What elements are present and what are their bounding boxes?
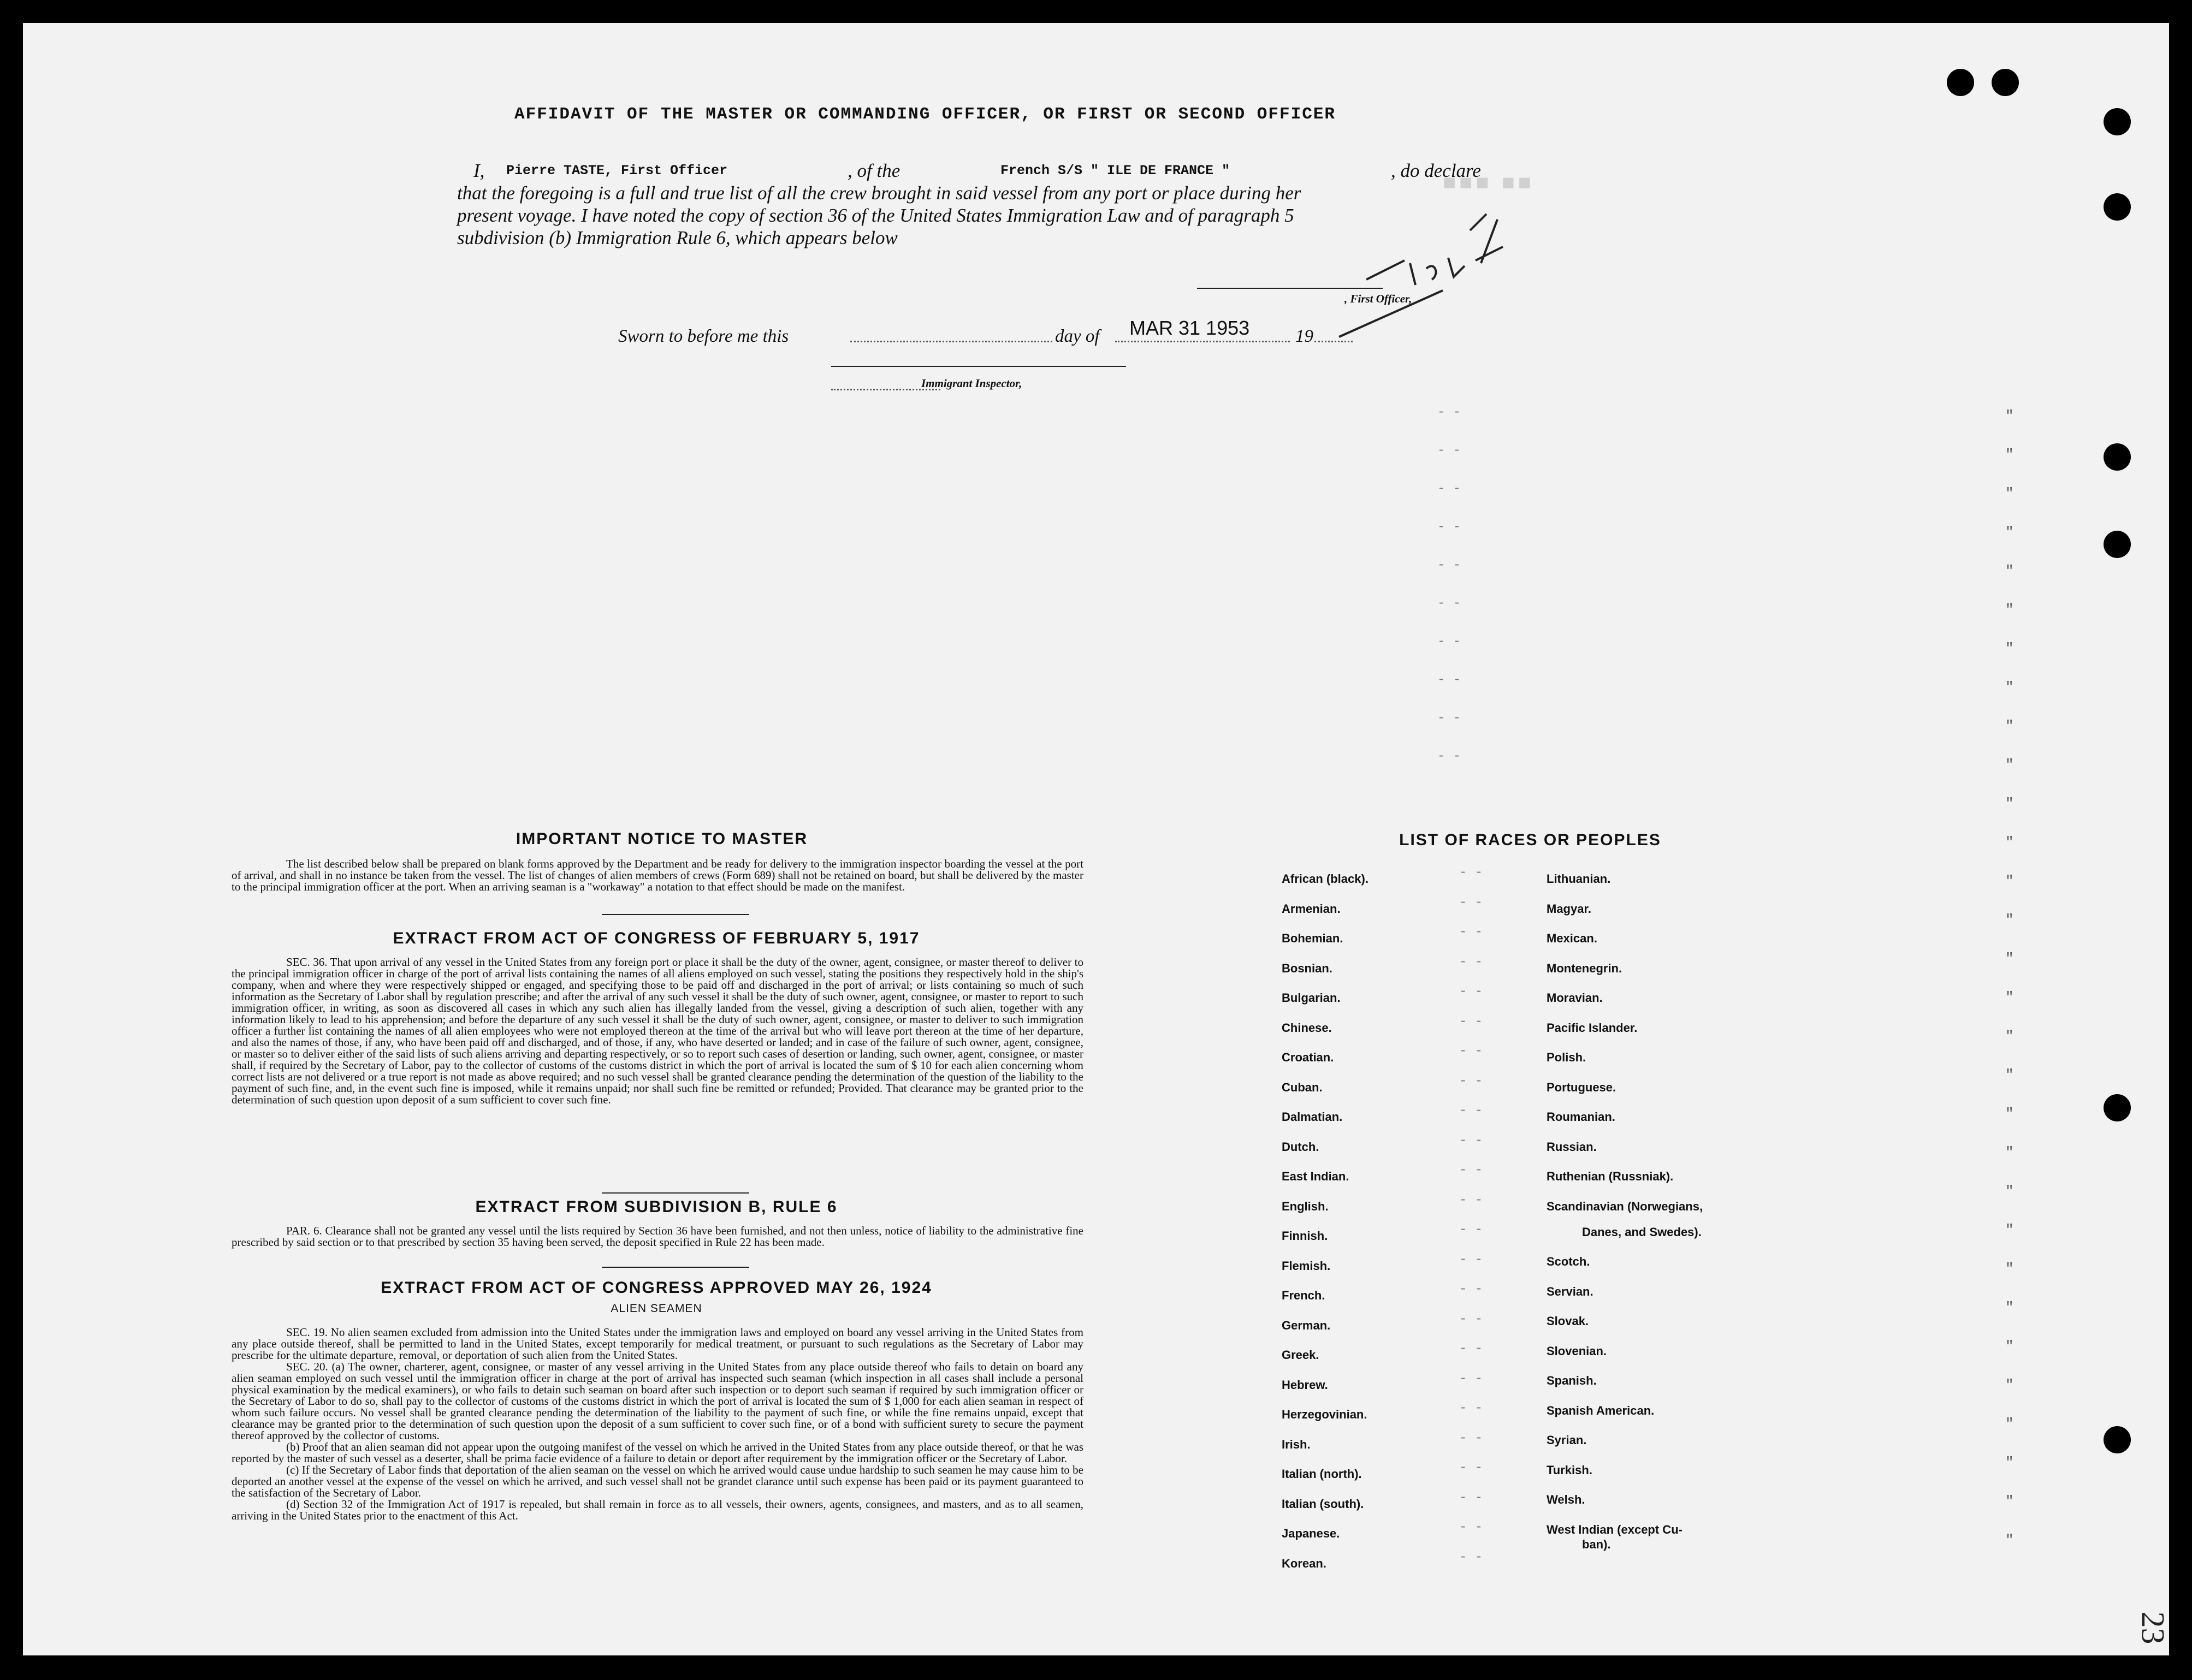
row-dash-mark: - - xyxy=(1437,596,1461,611)
divider xyxy=(602,1192,749,1194)
rule6-body: PAR. 6. Clearance shall not be granted any vessel until the lists required by Section 36 have been furnished, and not then unless, notice of liability to the administrative fine prescribed by said section or to that prescribed by section 35 having been served, the deposit specified in Rule 22 has been made. xyxy=(232,1224,1083,1249)
race-item-left: East Indian. xyxy=(1282,1170,1349,1183)
race-item-right: Turkish. xyxy=(1547,1463,1592,1477)
race-dash-mark: - - xyxy=(1459,1311,1483,1327)
race-item-left: Hebrew. xyxy=(1282,1378,1328,1392)
ditto-mark: " xyxy=(2005,1028,2014,1044)
ditto-mark: " xyxy=(2005,757,2014,773)
race-item-left: Greek. xyxy=(1282,1348,1319,1362)
row-dash-mark: - - xyxy=(1437,520,1461,535)
punch-hole xyxy=(1992,69,2019,96)
ditto-mark: " xyxy=(2005,1416,2014,1432)
signature-scrawl xyxy=(1323,209,1552,351)
ditto-mark: " xyxy=(2005,1455,2014,1471)
divider xyxy=(602,914,749,915)
ditto-mark: " xyxy=(2005,796,2014,812)
extract-1917-body: SEC. 36. That upon arrival of any vessel in the United States from any foreign port or place it shall be the duty of the owner, agent, consignee, or master thereof to deliver to the principal immigration officer in charge of the port of arrival lists containing the names of all aliens employed on such vessel, stating the positions they respectively hold in the ship's company, when and where they were respectively shipped or engaged, and specifying those to be paid off and discharged in the port of arrival; or lists containing so much of such information as the Secretary of Labor shall by regulation prescribe; and after the arrival of any such vessel it shall be the duty of such owner, agent, consignee, or master to report to such immigration officer, in writing, as soon as discovered all cases in which any such alien has illegally landed from the vessel, giving a description of such alien, together with any information likely to lead to his apprehension; and before the departure of any such vessel it shall be the duty of such owner, agent, consignee, or master to deliver to such immigration officer a further list containing the names of all alien employees who were not employed thereon at the time of the arrival but who will leave port thereon at the time of her departure, and also the names of those, if any, who have been paid off and discharged, and of those, if any, who have deserted or landed; and in case of the failure of such owner, agent, consignee, or master so to deliver either of the said lists of such aliens arriving and departing respectively, or so to report such cases of desertion or landing, such owner, agent, consignee, or master shall, if required by the Secretary of Labor, pay to the collector of customs of the customs district in which the port of arrival is located the sum of $ 10 for each alien concerning whom correct lists are not delivered or a true report is not made as above required; and no such vessel shall be granted clearance pending the determination of the question of the liability to the payment of such fine, and, in the event such fine is imposed, while it remains unpaid; nor shall such fine be remitted or refunded; Provided. That clearance may be granted prior to the determination of such question upon deposit of a sum sufficient to cover such fine. xyxy=(232,955,1083,1106)
race-item-right: Spanish American. xyxy=(1547,1403,1655,1417)
race-dash-mark: - - xyxy=(1459,1044,1483,1059)
race-item-right: Lithuanian. xyxy=(1547,872,1611,886)
decl-line3: present voyage. I have noted the copy of section 36 of the United States Immigration Law and of paragraph 5 xyxy=(457,205,1294,226)
race-item-left: Herzegovinian. xyxy=(1282,1408,1367,1421)
race-dash-mark: - - xyxy=(1459,895,1483,910)
ditto-mark: " xyxy=(2005,1338,2014,1355)
race-item-left: Armenian. xyxy=(1282,901,1341,916)
race-item-left: Cuban. xyxy=(1282,1080,1323,1094)
race-dash-mark: - - xyxy=(1459,1401,1483,1416)
decl-vessel: French S/S " ILE DE FRANCE " xyxy=(1000,163,1230,179)
punch-hole xyxy=(1947,69,1974,96)
ditto-mark: " xyxy=(2005,1222,2014,1238)
inspector-caption: Immigrant Inspector, xyxy=(921,377,1022,390)
race-dash-mark: - - xyxy=(1459,1073,1483,1089)
race-item-left: Croatian. xyxy=(1282,1050,1334,1064)
race-item-left: Chinese. xyxy=(1282,1020,1332,1035)
ditto-mark: " xyxy=(2005,679,2014,696)
race-item-right: Pacific Islander. xyxy=(1547,1020,1638,1035)
sworn-text: Sworn to before me this xyxy=(618,326,789,346)
race-item-right: Spanish. xyxy=(1547,1374,1597,1388)
race-item-left: Bulgarian. xyxy=(1282,991,1341,1005)
race-dash-mark: - - xyxy=(1459,1252,1483,1267)
sworn-blank-2 xyxy=(1115,341,1290,342)
ditto-mark: " xyxy=(2005,1532,2014,1548)
row-dash-mark: - - xyxy=(1437,673,1461,687)
ditto-mark: " xyxy=(2005,563,2014,579)
race-dash-mark: - - xyxy=(1459,1430,1483,1446)
row-dash-mark: - - xyxy=(1437,634,1461,649)
ditto-mark: " xyxy=(2005,1377,2014,1393)
ditto-mark: " xyxy=(2005,1183,2014,1200)
race-item-left: German. xyxy=(1282,1318,1331,1332)
ditto-mark: " xyxy=(2005,1261,2014,1277)
race-item-right: Scotch. xyxy=(1547,1255,1590,1269)
row-dash-mark: - - xyxy=(1437,558,1461,573)
race-item-right: West Indian (except Cu- xyxy=(1547,1522,1682,1536)
race-item-left: Flemish. xyxy=(1282,1258,1331,1273)
race-item-left: Dalmatian. xyxy=(1282,1110,1343,1124)
ditto-mark: " xyxy=(2005,1493,2014,1510)
sworn-blank-3 xyxy=(1314,341,1353,342)
races-title: LIST OF RACES OR PEOPLES xyxy=(1399,831,1661,849)
sec20d-text: (d) Section 32 of the Immigration Act of 1917 is repealed, but shall remain in force as to all vessels, their owners, agents, consignees, and masters, and as to all seamen, arriving in the United States prior to the enactment of this Act. xyxy=(232,1498,1083,1522)
bleedthrough-marks: ■■■ ■■ xyxy=(1443,170,1535,194)
rule6-title: EXTRACT FROM SUBDIVISION B, RULE 6 xyxy=(475,1198,838,1216)
race-item-left: Bohemian. xyxy=(1282,931,1343,945)
decl-i: I, xyxy=(473,160,485,181)
race-dash-mark: - - xyxy=(1459,1192,1483,1208)
race-item-right: Moravian. xyxy=(1547,991,1603,1005)
race-item-right: Montenegrin. xyxy=(1547,961,1622,975)
decl-do-declare: , do declare xyxy=(1391,160,1481,181)
race-dash-mark: - - xyxy=(1459,1371,1483,1386)
decl-line4: subdivision (b) Immigration Rule 6, which appears below xyxy=(457,227,898,248)
race-dash-mark: - - xyxy=(1459,1133,1483,1148)
race-item-right: Slovak. xyxy=(1547,1314,1589,1328)
year-text: 19 xyxy=(1295,326,1313,346)
race-item-right: Polish. xyxy=(1547,1050,1586,1064)
row-dash-mark: - - xyxy=(1437,711,1461,726)
signature-line xyxy=(1197,288,1383,289)
ditto-mark: " xyxy=(2005,640,2014,657)
inspector-sign-line xyxy=(831,366,1126,367)
race-item-left: Dutch. xyxy=(1282,1139,1319,1154)
punch-hole xyxy=(2104,1426,2131,1453)
race-item-right: Magyar. xyxy=(1547,901,1591,916)
ditto-mark: " xyxy=(2005,951,2014,967)
race-item-right: Scandinavian (Norwegians, xyxy=(1547,1199,1703,1213)
ditto-mark: " xyxy=(2005,602,2014,618)
ditto-mark: " xyxy=(2005,1106,2014,1122)
affidavit-title: AFFIDAVIT OF THE MASTER OR COMMANDING OFFICER, OR FIRST OR SECOND OFFICER xyxy=(514,105,1336,124)
race-dash-mark: - - xyxy=(1459,1222,1483,1237)
race-dash-mark: - - xyxy=(1459,1282,1483,1297)
ditto-mark: " xyxy=(2005,1067,2014,1083)
ditto-mark: " xyxy=(2005,912,2014,928)
sec20b-text: (b) Proof that an alien seaman did not appear upon the outgoing manifest of the vessel on which he arrived in the United States from any place outside thereof, or that he was reported by the master of such vessel as a deserter, shall be prima facie evidence of a failure to detain or deport after requirement by the immigration officer or the Secretary of Labor. xyxy=(232,1440,1083,1465)
notice-title: IMPORTANT NOTICE TO MASTER xyxy=(516,830,808,848)
ditto-mark: " xyxy=(2005,408,2014,424)
extract-1924-title: EXTRACT FROM ACT OF CONGRESS APPROVED MAY 26, 1924 xyxy=(381,1279,932,1297)
ditto-mark: " xyxy=(2005,718,2014,734)
race-item-left: English. xyxy=(1282,1199,1329,1213)
ditto-mark: " xyxy=(2005,989,2014,1006)
extract-1924-body xyxy=(232,1327,1083,1522)
row-dash-mark: - - xyxy=(1437,443,1461,458)
race-dash-mark: - - xyxy=(1459,925,1483,940)
race-item-left: Bosnian. xyxy=(1282,961,1332,975)
sec20c-text: (c) If the Secretary of Labor finds that deportation of the alien seaman on the vessel on which he arrived would cause undue hardship to such seamen he may cause him to be deported an another vessel at the expense of the vessel on which he arrived, and such vessel shall not be grandet clarance until such expense has been paid or its payment guaranteed to the satisfaction of the Secretary of Labor. xyxy=(232,1463,1083,1499)
document-page xyxy=(23,23,2169,1655)
race-dash-mark: - - xyxy=(1459,1520,1483,1535)
race-item-right: Mexican. xyxy=(1547,931,1597,945)
race-dash-mark: - - xyxy=(1459,1461,1483,1475)
race-item-left: Italian (south). xyxy=(1282,1497,1364,1511)
ditto-mark: " xyxy=(2005,1299,2014,1316)
ditto-mark: " xyxy=(2005,447,2014,463)
race-item-right: Russian. xyxy=(1547,1139,1597,1154)
race-dash-mark: - - xyxy=(1459,954,1483,970)
race-item-left: African (black). xyxy=(1282,872,1368,886)
race-item-right: Servian. xyxy=(1547,1284,1593,1298)
race-item-right: Roumanian. xyxy=(1547,1110,1615,1124)
race-dash-mark: - - xyxy=(1459,1163,1483,1178)
race-dash-mark: - - xyxy=(1459,1103,1483,1118)
race-dash-mark: - - xyxy=(1459,865,1483,880)
divider xyxy=(602,1267,749,1268)
race-dash-mark: - - xyxy=(1459,1341,1483,1356)
sec20a-text: SEC. 20. (a) The owner, charterer, agent, consignee, or master of any vessel arriving in the United States from any place outside thereof who fails to detain on board any alien seaman employed on such vessel until the immigration officer in charge at the port of arrival has inspected such seaman (which inspection in all cases shall include a personal physical examination by the medical examiners), or who fails to detain such seaman on board after such inspection or to deport such seaman if required by such immigration officer or the Secretary of Labor to do so, shall pay to the collector of customs of the customs district in which the port of arrival is located the sum of $ 1,000 for each alien seaman in respect of whom such failure occurs. No vessel shall be granted clearance pending the determination of the liability to the payment of such fine, or while the fine remains unpaid, except that clearance may be granted prior to the determination of such question upon the deposit of a sum sufficient to cover such fine, or of a bond with sufficient surety to secure the payment thereof approved by the collector of customs. xyxy=(232,1360,1083,1442)
race-dash-mark: - - xyxy=(1459,1550,1483,1565)
race-item-right: Danes, and Swedes). xyxy=(1582,1225,1702,1239)
race-dash-mark: - - xyxy=(1459,1490,1483,1505)
race-item-left: Italian (north). xyxy=(1282,1467,1362,1481)
signature-caption: , First Officer, xyxy=(1344,292,1412,305)
race-item-right: Ruthenian (Russniak). xyxy=(1547,1170,1674,1183)
ditto-mark: " xyxy=(2005,485,2014,502)
punch-hole xyxy=(2104,193,2131,221)
decl-of-the: , of the xyxy=(848,160,901,181)
punch-hole xyxy=(2104,443,2131,471)
race-item-right: Welsh. xyxy=(1547,1493,1585,1507)
extract-1924-subtitle: ALIEN SEAMEN xyxy=(611,1302,702,1315)
margin-note: 23 xyxy=(2135,1611,2171,1645)
ditto-mark: " xyxy=(2005,1144,2014,1161)
race-dash-mark: - - xyxy=(1459,984,1483,999)
decl-name-rank: Pierre TASTE, First Officer xyxy=(506,163,728,179)
decl-line2: that the foregoing is a full and true list of all the crew brought in said vessel from any port or place during her xyxy=(457,182,1301,204)
race-item-right: Portuguese. xyxy=(1547,1080,1616,1094)
race-item-right: Slovenian. xyxy=(1547,1344,1607,1358)
date-stamp: MAR 31 1953 xyxy=(1129,317,1250,339)
ditto-mark: " xyxy=(2005,834,2014,851)
ditto-mark: " xyxy=(2005,524,2014,541)
race-item-right: ban). xyxy=(1582,1537,1611,1551)
race-item-left: Korean. xyxy=(1282,1556,1326,1570)
day-of-text: day of xyxy=(1055,326,1100,346)
race-item-left: Finnish. xyxy=(1282,1229,1328,1243)
extract-1917-title: EXTRACT FROM ACT OF CONGRESS OF FEBRUARY 5, 1917 xyxy=(393,929,920,947)
notice-body: The list described below shall be prepared on blank forms approved by the Department and be ready for delivery to the immigration inspector boarding the vessel at the port of arrival, and shall in no instance be taken from the vessel. The list of changes of alien members of crews (Form 689) shall not be retained on board, but shall be delivered by the master to the principal immigration officer at the port. When an arriving seaman is a "workaway" a notation to that effect should be made on the manifest. xyxy=(232,857,1083,893)
race-item-right: Syrian. xyxy=(1547,1433,1587,1447)
sec19-text: SEC. 19. No alien seamen excluded from admission into the United States under the immigration laws and employed on board any vessel arriving in the United States from any place outside thereof, shall be permitted to land in the United States, except temporarily for medical treatment, or pursuant to such regulations as the Secretary of Labor may prescribe for the ultimate departure, removal, or deportation of such alien from the United States. xyxy=(232,1326,1083,1362)
row-dash-mark: - - xyxy=(1437,749,1461,764)
row-dash-mark: - - xyxy=(1437,405,1461,420)
race-item-left: French. xyxy=(1282,1289,1325,1302)
punch-hole xyxy=(2104,531,2131,558)
race-dash-mark: - - xyxy=(1459,1014,1483,1029)
ditto-mark: " xyxy=(2005,873,2014,889)
row-dash-mark: - - xyxy=(1437,482,1461,496)
race-item-left: Japanese. xyxy=(1282,1527,1340,1540)
sworn-blank-1 xyxy=(850,341,1052,342)
race-item-left: Irish. xyxy=(1282,1437,1311,1451)
punch-hole xyxy=(2104,1094,2131,1121)
punch-hole xyxy=(2104,108,2131,135)
